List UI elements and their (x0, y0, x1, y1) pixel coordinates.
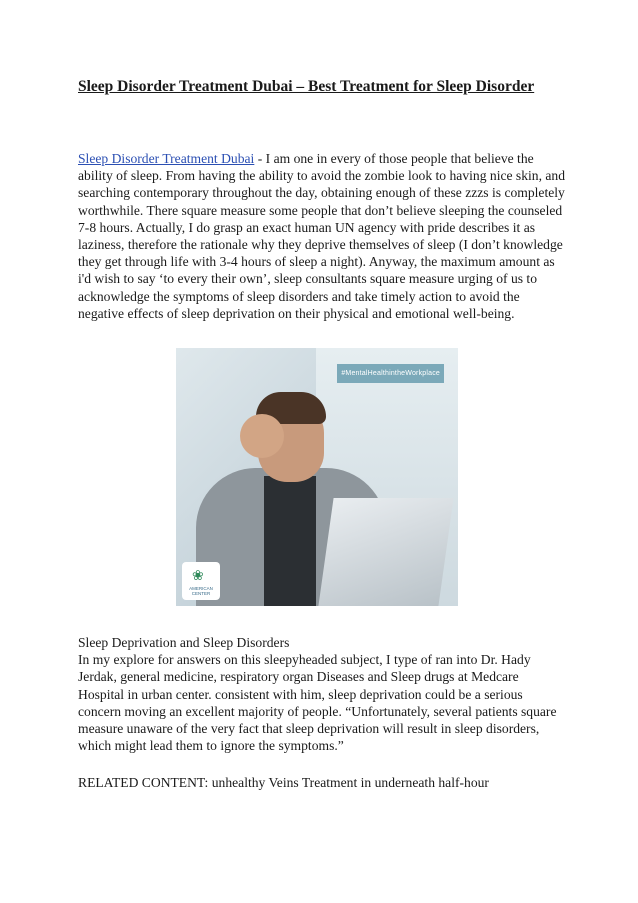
leaf-icon: ❀ (192, 568, 204, 584)
intro-text: - I am one in every of those people that believe the ability of sleep. From having the ability to avoid the zombie look to having nice skin, and searching contemporary throughout the day, obtaining enough of these zzzs is completely worthwhile. There square measure some people that don’t believe sleeping the counseled 7-8 hours. Actually, I do grasp an exact human UN agency with pride describes it as laziness, therefore the rationale why they deprive themselves of sleep (I don’t knowledge they get through life with 3-4 hours of sleep a night). Anyway, the maximum amount as i'd wish to say ‘to every their own’, sleep consultants square measure urging of us to acknowledge the symptoms of sleep disorders and take timely action to avoid the negative effects of sleep deprivation on their physical and emotional well-being. (78, 151, 566, 321)
section-paragraph (78, 634, 566, 754)
laptop (318, 498, 453, 606)
related-content: RELATED CONTENT: unhealthy Veins Treatment in underneath half-hour (78, 775, 489, 790)
intro-paragraph (78, 150, 566, 322)
intro-link[interactable]: Sleep Disorder Treatment Dubai (78, 151, 255, 166)
image-hashtag: #MentalHealthintheWorkplace (337, 364, 444, 383)
section-text: In my explore for answers on this sleepyheaded subject, I type of ran into Dr. Hady Jerdak, general medicine, respiratory organ Diseases and Sleep drugs at Medcare Hospital in urban center. consistent with him, sleep deprivation could be a serious concern moving an excellent majority of people. “Unfortunately, several patients square measure unaware of the very fact that sleep deprivation will result in sleep disorders, which might lead them to ignore the symptoms.” (78, 652, 557, 754)
article-image (176, 348, 458, 606)
section-heading: Sleep Deprivation and Sleep Disorders (78, 635, 290, 650)
logo-text: AMERICAN CENTER (189, 586, 213, 596)
center-logo (182, 562, 220, 600)
article-title: Sleep Disorder Treatment Dubai – Best Treatment for Sleep Disorder (78, 78, 535, 95)
